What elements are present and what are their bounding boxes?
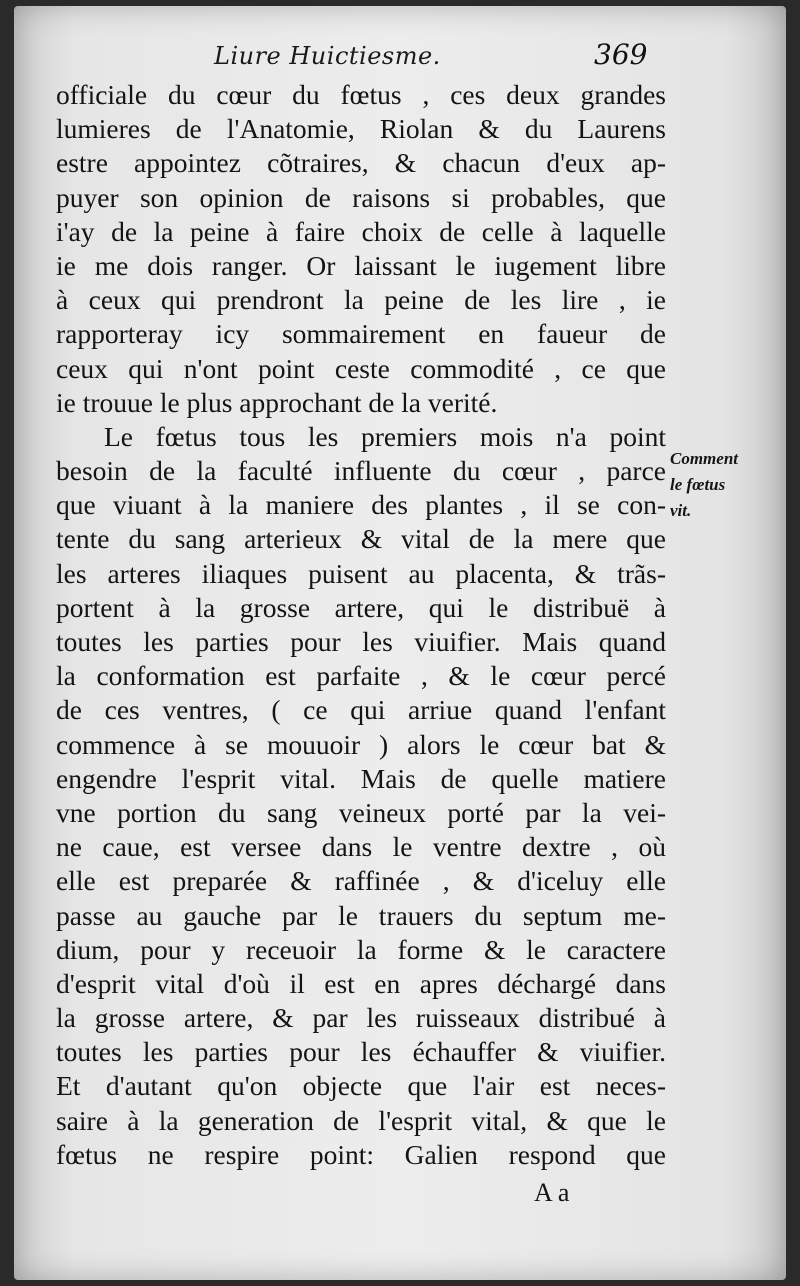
- text-line: ie trouue le plus approchant de la verité.: [56, 386, 498, 418]
- text-line: portent à la grosse artere, qui le distribuë à: [56, 591, 666, 623]
- text-line: vne portion du sang veineux porté par la vei-: [56, 796, 666, 828]
- text-line: passe au gauche par le trauers du septum me-: [56, 899, 666, 931]
- text-line: ceux qui n'ont point ceste commodité , ce que: [56, 352, 666, 384]
- margin-note-line: Comment: [670, 449, 739, 468]
- book-page: [14, 6, 786, 1280]
- text-line: les arteres iliaques puisent au placenta, & trãs-: [56, 557, 666, 589]
- text-line: ne caue, est versee dans le ventre dextre , où: [56, 831, 666, 863]
- text-line: estre appointez cõtraires, & chacun d'eux ap-: [56, 147, 666, 179]
- text-line: puyer son opinion de raisons si probables, que: [56, 181, 666, 213]
- text-line: elle est preparée & raffinée , & d'iceluy elle: [56, 865, 666, 897]
- text-line: officiale du cœur du fœtus , ces deux grandes: [56, 79, 666, 110]
- page-number: 369: [594, 38, 648, 71]
- text-line: commence à se mouuoir ) alors le cœur bat &: [56, 728, 666, 760]
- text-line: fœtus ne respire point: Galien respond que: [56, 1138, 666, 1170]
- text-line: rapporteray icy sommairement en faueur de: [56, 318, 666, 350]
- signature-mark: A a: [534, 1178, 570, 1207]
- text-line: Le fœtus tous les premiers mois n'a point: [104, 420, 666, 452]
- margin-note-line: le fœtus: [670, 475, 726, 494]
- text-line: dium, pour y receuoir la forme & le caractere: [56, 933, 666, 965]
- running-head: Liure Huictiesme.: [214, 42, 441, 70]
- text-line: ie me dois ranger. Or laissant le iugement libre: [56, 249, 666, 281]
- text-line: toutes les parties pour les échauffer & viuifier.: [56, 1036, 666, 1068]
- text-line: que viuant à la maniere des plantes , il se con-: [56, 489, 666, 521]
- text-line: de ces ventres, ( ce qui arriue quand l'enfant: [56, 694, 666, 726]
- text-line: besoin de la faculté influente du cœur , parce: [56, 455, 666, 487]
- margin-note-line: vit.: [670, 501, 692, 520]
- body-text: [56, 78, 666, 1172]
- text-line: à ceux qui prendront la peine de les lire , ie: [56, 284, 666, 316]
- text-line: toutes les parties pour les viuifier. Mais quand: [56, 626, 666, 657]
- text-line: Et d'autant qu'on objecte que l'air est neces-: [56, 1070, 666, 1102]
- margin-note: [670, 446, 780, 524]
- text-line: la conformation est parfaite , & le cœur percé: [56, 660, 666, 692]
- text-line: engendre l'esprit vital. Mais de quelle matiere: [56, 762, 666, 794]
- text-line: i'ay de la peine à faire choix de celle à laquelle: [56, 215, 666, 247]
- text-line: la grosse artere, & par les ruisseaux distribué à: [56, 1002, 666, 1034]
- text-line: saire à la generation de l'esprit vital, & que le: [56, 1104, 666, 1136]
- text-line: d'esprit vital d'où il est en apres déchargé dans: [56, 967, 666, 999]
- text-line: tente du sang arterieux & vital de la mere que: [56, 523, 666, 555]
- text-line: lumieres de l'Anatomie, Riolan & du Laurens: [56, 113, 666, 145]
